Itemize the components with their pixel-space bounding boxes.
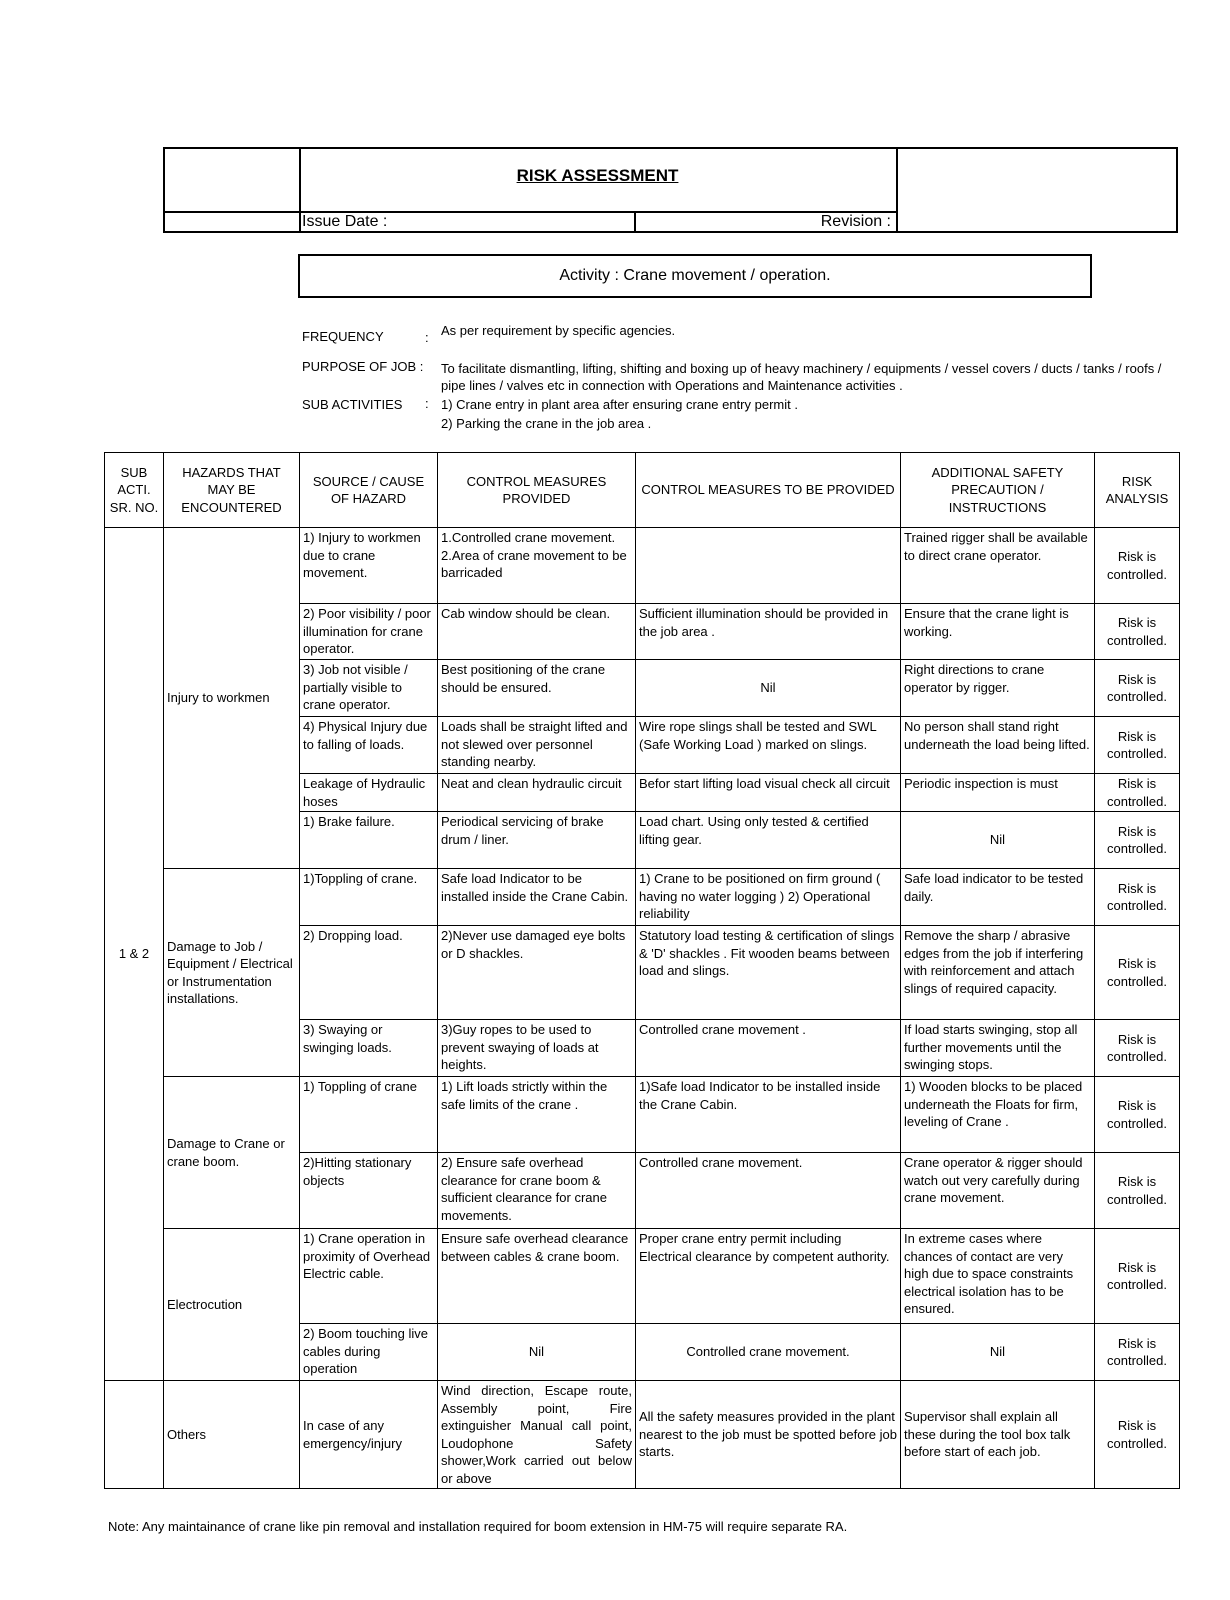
provided-cell: 2)Never use damaged eye bolts or D shackles. [438, 926, 636, 1020]
additional-cell: Nil [901, 1324, 1095, 1381]
provided-cell: Wind direction, Escape route, Assembly point, Fire extinguisher Manual call point, Loudophone Safety shower,Work carried out below or above [438, 1381, 636, 1489]
hazard-group: Others [164, 1381, 300, 1489]
risk-cell: Risk is controlled. [1095, 774, 1180, 812]
risk-cell: Risk is controlled. [1095, 528, 1180, 604]
provided-cell: 3)Guy ropes to be used to prevent swaying of loads at heights. [438, 1020, 636, 1077]
additional-cell: Nil [901, 812, 1095, 869]
provided-cell: Ensure safe overhead clearance between cables & crane boom. [438, 1229, 636, 1324]
source-cell: 4) Physical Injury due to falling of loads. [300, 717, 438, 774]
risk-cell: Risk is controlled. [1095, 1077, 1180, 1153]
to-provide-cell: Controlled crane movement. [636, 1153, 901, 1229]
provided-cell: 2) Ensure safe overhead clearance for crane boom & sufficient clearance for crane movements. [438, 1153, 636, 1229]
source-cell: 2) Boom touching live cables during operation [300, 1324, 438, 1381]
header-divider [634, 211, 636, 233]
source-cell: 1) Brake failure. [300, 812, 438, 869]
hazard-group: Injury to workmen [164, 528, 300, 869]
sr-number [105, 1381, 164, 1489]
table-row [105, 528, 1180, 604]
provided-cell: 1.Controlled crane movement. 2.Area of crane movement to be barricaded [438, 528, 636, 604]
risk-cell: Risk is controlled. [1095, 1324, 1180, 1381]
sub-activity-2: 2) Parking the crane in the job area . [441, 416, 652, 431]
col-header-to-provide: CONTROL MEASURES TO BE PROVIDED [636, 453, 901, 528]
additional-cell: 1) Wooden blocks to be placed underneath the Floats for firm, leveling of Crane . [901, 1077, 1095, 1153]
provided-cell: Loads shall be straight lifted and not slewed over personnel standing nearby. [438, 717, 636, 774]
revision-label: Revision : [820, 213, 891, 230]
additional-cell: Safe load indicator to be tested daily. [901, 869, 1095, 926]
col-header-hazards: HAZARDS THAT MAY BE ENCOUNTERED [164, 453, 300, 528]
risk-cell: Risk is controlled. [1095, 604, 1180, 660]
source-cell: In case of any emergency/injury [300, 1381, 438, 1489]
header-divider [896, 147, 898, 233]
risk-cell: Risk is controlled. [1095, 660, 1180, 717]
col-header-source: SOURCE / CAUSE OF HAZARD [300, 453, 438, 528]
additional-cell: Trained rigger shall be available to direct crane operator. [901, 528, 1095, 604]
provided-cell: Cab window should be clean. [438, 604, 636, 660]
risk-cell: Risk is controlled. [1095, 1229, 1180, 1324]
source-cell: 2) Dropping load. [300, 926, 438, 1020]
frequency-label: FREQUENCY [302, 329, 384, 344]
to-provide-cell [636, 528, 901, 604]
table-row [105, 1077, 1180, 1153]
additional-cell: Right directions to crane operator by rigger. [901, 660, 1095, 717]
to-provide-cell: Controlled crane movement . [636, 1020, 901, 1077]
provided-cell: Neat and clean hydraulic circuit [438, 774, 636, 812]
provided-cell: Periodical servicing of brake drum / liner. [438, 812, 636, 869]
additional-cell: In extreme cases where chances of contact are very high due to space constraints electrical isolation has to be ensured. [901, 1229, 1095, 1324]
colon: : [425, 396, 429, 411]
table-row [105, 869, 1180, 926]
to-provide-cell: Wire rope slings shall be tested and SWL (Safe Working Load ) marked on slings. [636, 717, 901, 774]
provided-cell: Best positioning of the crane should be ensured. [438, 660, 636, 717]
additional-cell: Supervisor shall explain all these during the tool box talk before start of each job. [901, 1381, 1095, 1489]
activity-box: Activity : Crane movement / operation. [298, 254, 1092, 298]
to-provide-cell: All the safety measures provided in the plant nearest to the job must be spotted before job starts. [636, 1381, 901, 1489]
hazard-group: Damage to Job / Equipment / Electrical or Instrumentation installations. [164, 869, 300, 1077]
sr-number: 1 & 2 [105, 528, 164, 1381]
table-row [105, 1229, 1180, 1324]
to-provide-cell: 1)Safe load Indicator to be installed inside the Crane Cabin. [636, 1077, 901, 1153]
provided-cell: 1) Lift loads strictly within the safe limits of the crane . [438, 1077, 636, 1153]
purpose-value: To facilitate dismantling, lifting, shifting and boxing up of heavy machinery / equipments / vessel covers / ducts / tanks / roofs / pipe lines / valves etc in connection with Operations and Maintenance activities . [441, 361, 1162, 393]
risk-cell: Risk is controlled. [1095, 869, 1180, 926]
hazard-group: Electrocution [164, 1229, 300, 1381]
sub-activities-label: SUB ACTIVITIES [302, 397, 403, 412]
to-provide-cell: Proper crane entry permit including Electrical clearance by competent authority. [636, 1229, 901, 1324]
source-cell: 2)Hitting stationary objects [300, 1153, 438, 1229]
to-provide-cell: 1) Crane to be positioned on firm ground ( having no water logging ) 2) Operational reliability [636, 869, 901, 926]
colon: : [425, 330, 429, 345]
col-header-risk: RISK ANALYSIS [1095, 453, 1180, 528]
risk-cell: Risk is controlled. [1095, 1020, 1180, 1077]
risk-cell: Risk is controlled. [1095, 1153, 1180, 1229]
header-divider [299, 147, 301, 233]
to-provide-cell: Sufficient illumination should be provided in the job area . [636, 604, 901, 660]
provided-cell: Nil [438, 1324, 636, 1381]
risk-cell: Risk is controlled. [1095, 926, 1180, 1020]
risk-cell: Risk is controlled. [1095, 717, 1180, 774]
source-cell: 2) Poor visibility / poor illumination for crane operator. [300, 604, 438, 660]
to-provide-cell: Controlled crane movement. [636, 1324, 901, 1381]
source-cell: 3) Job not visible / partially visible to crane operator. [300, 660, 438, 717]
provided-cell: Safe load Indicator to be installed inside the Crane Cabin. [438, 869, 636, 926]
additional-cell: No person shall stand right underneath the load being lifted. [901, 717, 1095, 774]
table-row [105, 1381, 1180, 1489]
col-header-sr: SUB ACTI. SR. NO. [105, 453, 164, 528]
source-cell: 1)Toppling of crane. [300, 869, 438, 926]
frequency-value: As per requirement by specific agencies. [441, 323, 676, 338]
source-cell: Leakage of Hydraulic hoses [300, 774, 438, 812]
risk-cell: Risk is controlled. [1095, 1381, 1180, 1489]
issue-date-label: Issue Date : [302, 213, 388, 230]
risk-cell: Risk is controlled. [1095, 812, 1180, 869]
hazard-group: Damage to Crane or crane boom. [164, 1077, 300, 1229]
source-cell: 1) Toppling of crane [300, 1077, 438, 1153]
additional-cell: Crane operator & rigger should watch out very carefully during crane movement. [901, 1153, 1095, 1229]
source-cell: 1) Crane operation in proximity of Overhead Electric cable. [300, 1229, 438, 1324]
additional-cell: Remove the sharp / abrasive edges from the job if interfering with reinforcement and attach slings of required capacity. [901, 926, 1095, 1020]
sub-activity-1: 1) Crane entry in plant area after ensuring crane entry permit . [441, 397, 798, 412]
to-provide-cell: Load chart. Using only tested & certified lifting gear. [636, 812, 901, 869]
additional-cell: Periodic inspection is must [901, 774, 1095, 812]
footnote: Note: Any maintainance of crane like pin removal and installation required for boom extension in HM-75 will require separate RA. [108, 1519, 848, 1534]
table-header-row [105, 453, 1180, 528]
page-title: RISK ASSESSMENT [516, 166, 679, 185]
risk-table [104, 452, 1180, 1489]
source-cell: 3) Swaying or swinging loads. [300, 1020, 438, 1077]
purpose-label: PURPOSE OF JOB : [302, 359, 424, 374]
to-provide-cell: Statutory load testing & certification of slings & 'D' shackles . Fit wooden beams between load and slings. [636, 926, 901, 1020]
to-provide-cell: Befor start lifting load visual check all circuit [636, 774, 901, 812]
additional-cell: Ensure that the crane light is working. [901, 604, 1095, 660]
additional-cell: If load starts swinging, stop all further movements until the swinging stops. [901, 1020, 1095, 1077]
to-provide-cell: Nil [636, 660, 901, 717]
col-header-additional: ADDITIONAL SAFETY PRECAUTION / INSTRUCTIONS [901, 453, 1095, 528]
col-header-provided: CONTROL MEASURES PROVIDED [438, 453, 636, 528]
source-cell: 1) Injury to workmen due to crane movement. [300, 528, 438, 604]
